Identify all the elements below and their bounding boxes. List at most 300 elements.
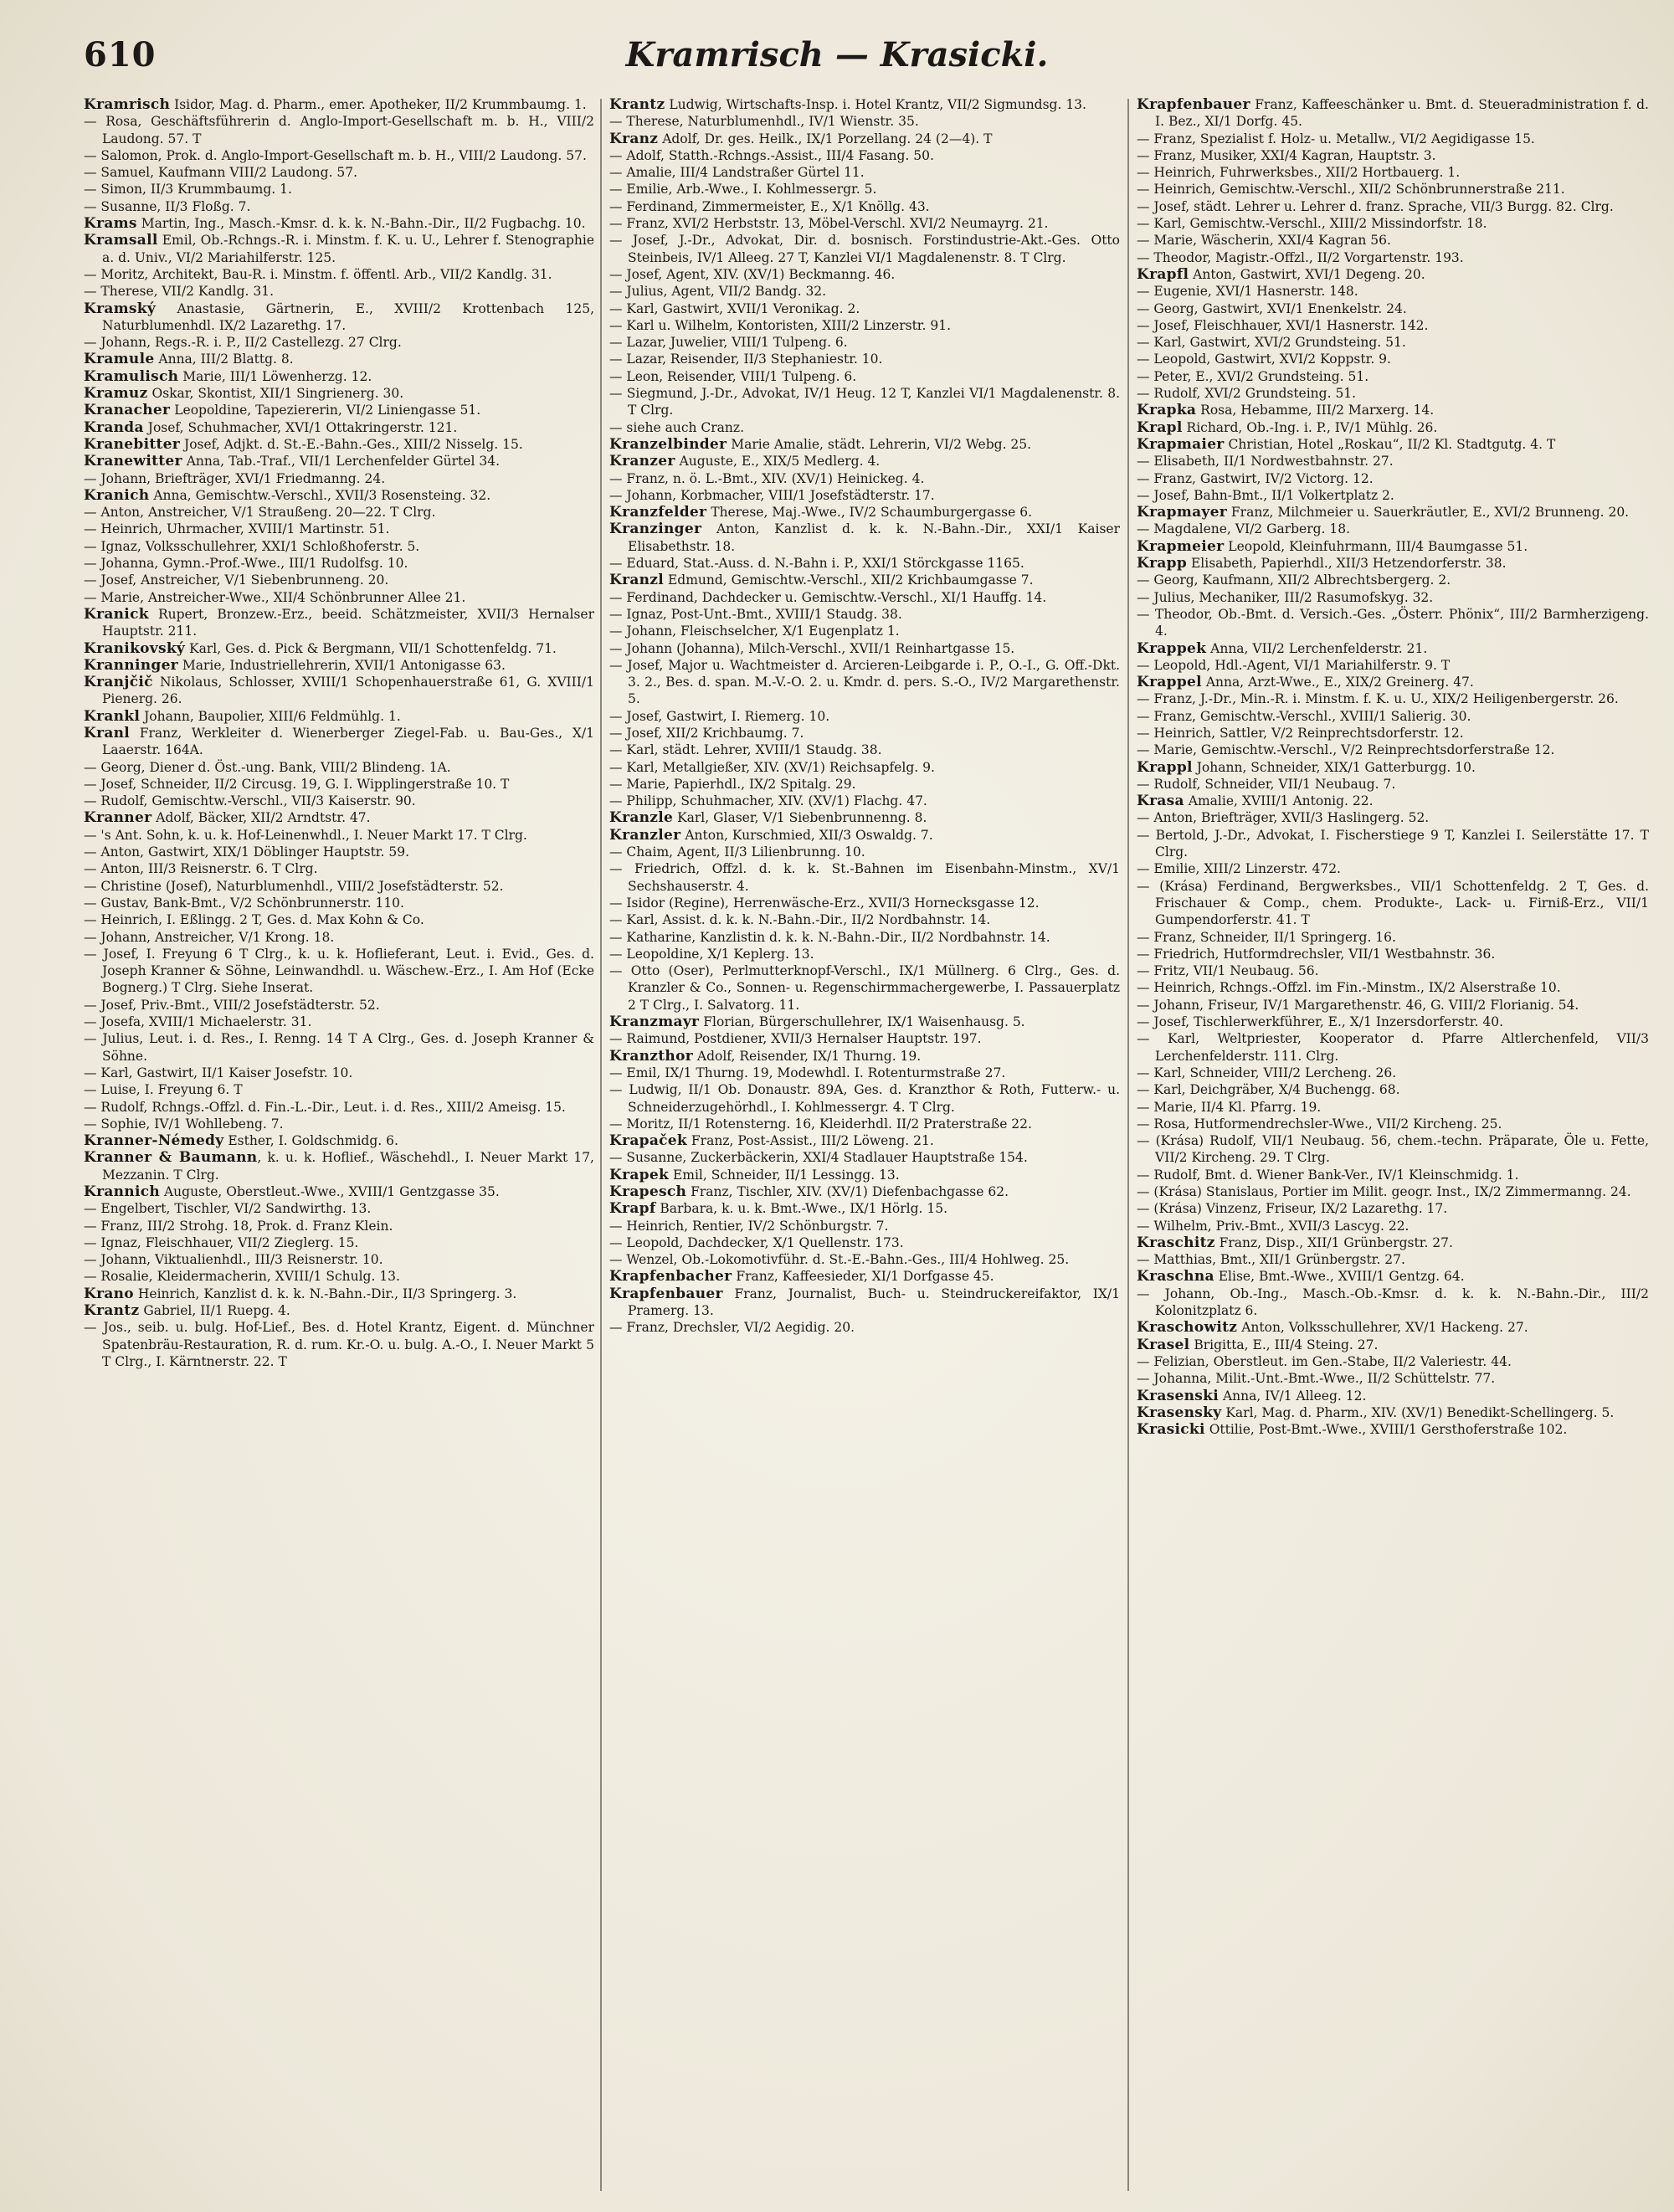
directory-entry [84, 946, 594, 997]
entry-details: — Josef, I. Freyung 6 T Clrg., k. u. k. Hoflieferant, Leut. i. Evid., Ges. d. Joseph Kranner & Söhne, Leinwandhdl. u. Wäschew.-Erz., I. Am Hof (Ecke Bognerg.) T Clrg. Siehe Inserat. [84, 946, 594, 996]
entry-details: — Eduard, Stat.-Auss. d. N.-Bahn i. P., XXI/1 Störckgasse 1165. [609, 556, 1024, 572]
entry-details: Adolf, Dr. ges. Heilk., IX/1 Porzellang. 24 (2—4). T [658, 131, 993, 146]
entry-surname: Kranninger [84, 656, 178, 674]
directory-entry [1137, 232, 1649, 249]
entry-details: — 's Ant. Sohn, k. u. k. Hof-Leinenwhdl., I. Neuer Markt 17. T Clrg. [84, 827, 527, 843]
entry-details: Johann, Baupolier, XIII/6 Feldmühlg. 1. [140, 708, 401, 724]
directory-entry [84, 1183, 594, 1200]
entry-surname: Krano [84, 1285, 134, 1302]
directory-entry [84, 1319, 594, 1370]
entry-details: Marie, Industriellehrerin, XVII/1 Antonigasse 63. [177, 657, 506, 673]
directory-entry [609, 232, 1120, 266]
entry-surname: Kranzinger [609, 521, 702, 538]
directory-entry [609, 300, 1120, 317]
entry-details: — Johann, Briefträger, XVI/1 Friedmanng. 24. [84, 470, 386, 486]
entry-surname: Kranjčič [84, 674, 153, 691]
entry-details: — Anton, Briefträger, XVII/3 Haslingerg. 52. [1137, 810, 1430, 826]
directory-entry [84, 521, 594, 537]
entry-details: — Heinrich, Gemischtw.-Verschl., XII/2 Schönbrunnerstraße 211. [1137, 182, 1565, 198]
entry-surname: Kranl [84, 724, 131, 742]
directory-entry [84, 725, 594, 759]
directory-entry [1137, 215, 1649, 232]
entry-details: — Jos., seib. u. bulg. Hof-Lief., Bes. d. Hotel Krantz, Eigent. d. Münchner Spatenbräu-Restauration, R. d. rum. Kr.-O. u. bulg. A.-O., I. Neuer Markt 5 T Clrg., I. Kärntnerstr. 22. T [84, 1320, 594, 1369]
directory-entry [84, 504, 594, 521]
entry-details: — Leopold, Hdl.-Agent, VI/1 Mariahilferstr. 9. T [1137, 657, 1451, 673]
entry-details: — Franz, Drechsler, VI/2 Aegidig. 20. [609, 1320, 855, 1336]
directory-entry [609, 181, 1120, 198]
entry-details: Adolf, Reisender, IX/1 Thurng. 19. [692, 1048, 922, 1064]
entry-details: Richard, Ob.-Ing. i. P., IV/1 Mühlg. 26. [1182, 419, 1438, 435]
directory-entry [609, 962, 1120, 1014]
directory-entry [1137, 1421, 1649, 1438]
entry-details: — Adolf, Statth.-Rchngs.-Assist., III/4 Fasang. 50. [609, 147, 934, 163]
entry-details: — Samuel, Kaufmann VIII/2 Laudong. 57. [84, 165, 358, 181]
entry-surname: Kramule [84, 351, 155, 368]
entry-surname: Kranzfelder [609, 504, 707, 521]
directory-entry [1137, 1014, 1649, 1030]
entry-details: — (Krása) Rudolf, VII/1 Neubaug. 56, chem.-techn. Präparate, Öle u. Fette, VII/2 Kircheng. 29. T Clrg. [1137, 1133, 1649, 1166]
entry-details: Karl, Ges. d. Pick & Bergmann, VII/1 Schottenfeldg. 71. [185, 640, 557, 656]
directory-entry [84, 419, 594, 436]
directory-entry [84, 1081, 594, 1098]
entry-surname: Krapmaier [1137, 435, 1225, 453]
entry-details: Anton, Kanzlist d. k. k. N.-Bahn.-Dir., XXI/1 Kaiser Elisabethstr. 18. [628, 521, 1120, 554]
entry-details: Franz, Tischler, XIV. (XV/1) Diefenbachgasse 62. [686, 1184, 1009, 1199]
entry-details: — Wenzel, Ob.-Lokomotivführ. d. St.-E.-Bahn.-Ges., III/4 Hohlweg. 25. [609, 1252, 1070, 1268]
entry-details: — Emilie, Arb.-Wwe., I. Kohlmessergr. 5. [609, 182, 877, 198]
entry-details: — Franz, n. ö. L.-Bmt., XIV. (XV/1) Heinickeg. 4. [609, 470, 925, 486]
directory-entry [1137, 1268, 1649, 1285]
entry-details: — Franz, III/2 Strohg. 18, Prok. d. Franz Klein. [84, 1218, 393, 1234]
entry-details: — Leopoldine, X/1 Keplerg. 13. [609, 946, 814, 962]
entry-details: — Josef, Tischlerwerkführer, E., X/1 Inzersdorferstr. 40. [1137, 1014, 1504, 1030]
directory-entry [84, 606, 594, 640]
directory-entry [84, 147, 594, 164]
entry-surname: Krasensky [1137, 1404, 1222, 1421]
entry-surname: Krasa [1137, 793, 1184, 810]
entry-surname: Krasel [1137, 1336, 1190, 1353]
entry-details: Anna, Gemischtw.-Verschl., XVII/3 Rosensteing. 32. [149, 487, 491, 503]
directory-entry [1137, 249, 1649, 266]
directory-entry [84, 402, 594, 418]
directory-entry [84, 911, 594, 928]
directory-entry [609, 776, 1120, 793]
entry-details: — Josef, Anstreicher, V/1 Siebenbrunneng. 20. [84, 572, 389, 588]
directory-entry [1137, 1081, 1649, 1098]
entry-details: Martin, Ing., Masch.-Kmsr. d. k. k. N.-Bahn.-Dir., II/2 Fugbachg. 10. [136, 216, 586, 232]
directory-entry [1137, 164, 1649, 181]
entry-details: — Franz, Gastwirt, IV/2 Victorg. 12. [1137, 470, 1374, 486]
directory-entry [84, 1149, 594, 1183]
entry-surname: Kranda [84, 418, 144, 436]
directory-entry [1137, 589, 1649, 606]
directory-entry [609, 1048, 1120, 1065]
directory-entry [609, 147, 1120, 164]
directory-entry [609, 131, 1120, 147]
directory-entry [609, 589, 1120, 606]
entry-details: — Josef, Bahn-Bmt., II/1 Volkertplatz 2. [1137, 487, 1394, 503]
entry-details: — Katharine, Kanzlistin d. k. k. N.-Bahn.-Dir., II/2 Nordbahnstr. 14. [609, 929, 1050, 945]
directory-entry [84, 555, 594, 572]
directory-entry [84, 96, 594, 113]
entry-details: — Ludwig, II/1 Ob. Donaustr. 89A, Ges. d. Kranzthor & Roth, Futterw.- u. Schneiderzugehörhdl., I. Kohlmessergr. 4. T Clrg. [609, 1082, 1120, 1115]
entry-details: — Emilie, XIII/2 Linzerstr. 472. [1137, 861, 1341, 877]
directory-entry [609, 827, 1120, 844]
running-head: Kramrisch — Krasicki. [625, 35, 1049, 74]
directory-entry [84, 640, 594, 657]
entry-details: — Georg, Gastwirt, XVI/1 Enenkelstr. 24. [1137, 300, 1407, 316]
entry-details: — Josef, Agent, XIV. (XV/1) Beckmanng. 46. [609, 266, 896, 282]
directory-entry [609, 844, 1120, 860]
entry-surname: Krapka [1137, 402, 1197, 419]
entry-surname: Kranner [84, 809, 152, 827]
entry-details: Heinrich, Kanzlist d. k. k. N.-Bahn.-Dir., II/3 Springerg. 3. [133, 1286, 517, 1301]
directory-entry [1137, 860, 1649, 877]
directory-entry [84, 1030, 594, 1065]
entry-details: Brigitta, E., III/4 Steing. 27. [1189, 1337, 1379, 1352]
entry-details: — Friedrich, Offzl. d. k. k. St.-Bahnen im Eisenbahn-Minstm., XV/1 Sechshauserstr. 4. [609, 861, 1120, 894]
entry-surname: Kramrisch [84, 96, 171, 113]
directory-entry [1137, 1099, 1649, 1116]
directory-entry [1137, 300, 1649, 317]
directory-entry [84, 1200, 594, 1217]
directory-entry [84, 436, 594, 453]
entry-details: Josef, Adjkt. d. St.-E.-Bahn.-Ges., XIII/2 Nisselg. 15. [180, 436, 523, 452]
directory-entry [1137, 1065, 1649, 1081]
entry-details: Franz, Milchmeier u. Sauerkräutler, E., XVI/2 Brunneng. 20. [1227, 505, 1630, 521]
entry-details: — (Krása) Vinzenz, Friseur, IX/2 Lazarethg. 17. [1137, 1201, 1448, 1217]
entry-details: — Franz, Gemischtw.-Verschl., XVIII/1 Salierig. 30. [1137, 708, 1471, 724]
entry-surname: Kranzer [609, 453, 675, 470]
directory-entry [609, 572, 1120, 588]
directory-entry [609, 164, 1120, 181]
entry-details: — Georg, Diener d. Öst.-ung. Bank, VIII/2 Blindeng. 1A. [84, 759, 451, 775]
directory-entry [84, 657, 594, 674]
directory-entry [609, 555, 1120, 572]
directory-entry [609, 385, 1120, 419]
directory-entry [84, 895, 594, 911]
directory-entry [1137, 538, 1649, 555]
entry-details: — Ferdinand, Dachdecker u. Gemischtw.-Verschl., XI/1 Hauffg. 14. [609, 589, 1047, 605]
entry-details: — Siegmund, J.-Dr., Advokat, IV/1 Heug. 12 T, Kanzlei VI/1 Magdalenenstr. 8. T Clrg. [609, 386, 1120, 418]
directory-entry [84, 164, 594, 181]
entry-surname: Krapmeier [1137, 537, 1225, 555]
entry-details: Gabriel, II/1 Ruepg. 4. [139, 1303, 290, 1319]
entry-surname: Kranebitter [84, 435, 181, 453]
directory-entry [609, 708, 1120, 725]
directory-entry [609, 113, 1120, 130]
directory-entry [1137, 1251, 1649, 1268]
entry-details: — Theodor, Ob.-Bmt. d. Versich.-Ges. „Österr. Phönix“, III/2 Barmherzigeng. 4. [1137, 606, 1649, 639]
directory-entry [84, 181, 594, 198]
entry-details: — Lazar, Reisender, II/3 Stephaniestr. 10. [609, 352, 883, 367]
directory-entry [609, 742, 1120, 758]
directory-entry [1137, 1337, 1649, 1353]
directory-entry [1137, 283, 1649, 300]
entry-surname: Kramsall [84, 232, 158, 249]
directory-entry [609, 1218, 1120, 1234]
directory-entry [1137, 436, 1649, 453]
entry-surname: Kraschitz [1137, 1234, 1215, 1251]
directory-entry [84, 215, 594, 232]
directory-entry [84, 1065, 594, 1081]
directory-entry [609, 1268, 1120, 1285]
directory-entry [609, 504, 1120, 521]
directory-entry [609, 725, 1120, 742]
entry-details: Karl, Glaser, V/1 Siebenbrunnenng. 8. [673, 810, 927, 826]
directory-entry [84, 809, 594, 826]
entry-details: — Chaim, Agent, II/3 Lilienbrunng. 10. [609, 844, 865, 860]
entry-surname: Kraschowitz [1137, 1319, 1238, 1337]
entry-details: Esther, I. Goldschmidg. 6. [223, 1133, 398, 1149]
directory-entry [84, 572, 594, 588]
entry-details: Auguste, Oberstleut.-Wwe., XVIII/1 Gentzgasse 35. [160, 1184, 500, 1199]
directory-entry [609, 487, 1120, 504]
entry-details: Ottilie, Post-Bmt.-Wwe., XVIII/1 Gersthoferstraße 102. [1204, 1422, 1568, 1438]
directory-entry [1137, 1319, 1649, 1336]
entry-details: Christian, Hotel „Roskau“, II/2 Kl. Stadtgutg. 4. T [1224, 436, 1556, 452]
directory-entry [84, 776, 594, 793]
entry-surname: Kranner & Baumann [84, 1149, 258, 1167]
entry-details: — Marie, Wäscherin, XXI/4 Kagran 56. [1137, 233, 1391, 249]
entry-details: — Johanna, Milit.-Unt.-Bmt.-Wwe., II/2 Schüttelstr. 77. [1137, 1371, 1496, 1387]
directory-entry [609, 1167, 1120, 1183]
directory-entry [84, 538, 594, 555]
entry-details: — Anton, Gastwirt, XIX/1 Döblinger Hauptstr. 59. [84, 844, 410, 860]
entry-details: — Lazar, Juwelier, VIII/1 Tulpeng. 6. [609, 335, 848, 351]
entry-details: Anna, IV/1 Alleeg. 12. [1219, 1388, 1367, 1404]
entry-details: — Ignaz, Fleischhauer, VII/2 Zieglerg. 15. [84, 1234, 359, 1250]
directory-entry [609, 1116, 1120, 1132]
column-1 [84, 96, 594, 2197]
entry-details: — Josef, Priv.-Bmt., VIII/2 Josefstädterstr. 52. [84, 997, 380, 1013]
entry-details: Rosa, Hebamme, III/2 Marxerg. 14. [1196, 403, 1435, 418]
directory-entry [84, 827, 594, 844]
entry-details: — Theodor, Magistr.-Offzl., II/2 Vorgartenstr. 193. [1137, 249, 1464, 265]
entry-details: Marie Amalie, städt. Lehrerin, VI/2 Webg. 25. [727, 436, 1032, 452]
directory-entry [84, 487, 594, 504]
entry-details: — Heinrich, Rentier, IV/2 Schönburgstr. 7. [609, 1218, 889, 1234]
directory-entry [84, 793, 594, 809]
directory-entry [1137, 946, 1649, 962]
entry-details: — Ignaz, Post-Unt.-Bmt., XVIII/1 Staudg. 38. [609, 606, 902, 622]
entry-details: Johann, Schneider, XIX/1 Gatterburgg. 10. [1192, 759, 1476, 775]
entry-details: — Franz, Musiker, XXI/4 Kagran, Hauptstr. 3. [1137, 147, 1436, 163]
column-3 [1137, 96, 1649, 2197]
entry-surname: Krapesch [609, 1183, 687, 1200]
entry-details: — Rudolf, Rchngs.-Offzl. d. Fin.-L.-Dir., Leut. i. d. Res., XIII/2 Ameisg. 15. [84, 1099, 566, 1115]
directory-entry [1137, 334, 1649, 351]
entry-surname: Kramuz [84, 385, 148, 403]
entry-details: — Heinrich, Sattler, V/2 Reinprechtsdorferstr. 12. [1137, 725, 1464, 741]
directory-entry [609, 1065, 1120, 1081]
directory-entry [1137, 690, 1649, 707]
entry-surname: Krantz [609, 96, 665, 113]
entry-surname: Krankl [84, 707, 141, 725]
directory-entry [1137, 1030, 1649, 1065]
entry-details: Barbara, k. u. k. Bmt.-Wwe., IX/1 Hörlg. 15. [655, 1201, 948, 1217]
directory-entry [84, 198, 594, 215]
entry-details: — Rudolf, XVI/2 Grundsteing. 51. [1137, 386, 1357, 402]
entry-details: — Karl, städt. Lehrer, XVIII/1 Staudg. 38. [609, 742, 882, 758]
directory-entry [1137, 776, 1649, 793]
entry-surname: Krapfenbacher [609, 1268, 732, 1286]
entry-details: Oskar, Skontist, XII/1 Singrienerg. 30. [147, 386, 404, 402]
directory-entry [84, 266, 594, 283]
directory-entry [609, 657, 1120, 708]
directory-entry [1137, 487, 1649, 504]
directory-entry [84, 844, 594, 860]
entry-surname: Kranewitter [84, 453, 182, 470]
entry-surname: Kranzler [609, 826, 681, 844]
entry-details: — Marie, Gemischtw.-Verschl., V/2 Reinprechtsdorferstraße 12. [1137, 742, 1555, 758]
entry-details: — Rosa, Hutformendrechsler-Wwe., VII/2 Kircheng. 25. [1137, 1116, 1502, 1132]
entry-surname: Krappel [1137, 674, 1202, 691]
entry-details: — Bertold, J.-Dr., Advokat, I. Fischerstiege 9 T, Kanzlei I. Seilerstätte 17. T Clrg. [1137, 827, 1649, 860]
entry-surname: Krappl [1137, 758, 1193, 776]
directory-entry [609, 929, 1120, 946]
directory-entry [609, 283, 1120, 300]
entry-surname: Kranz [609, 130, 659, 147]
directory-entry [1137, 962, 1649, 979]
entry-details: — Rosalie, Kleidermacherin, XVIII/1 Schulg. 13. [84, 1269, 400, 1285]
directory-entry [84, 708, 594, 725]
entry-details: — Karl, Deichgräber, X/4 Buchengg. 68. [1137, 1082, 1400, 1098]
entry-details: — Josefa, XVIII/1 Michaelerstr. 31. [84, 1014, 312, 1030]
entry-details: Emil, Schneider, II/1 Lessingg. 13. [669, 1167, 900, 1183]
entry-details: — Wilhelm, Priv.-Bmt., XVII/3 Lascyg. 22. [1137, 1218, 1410, 1234]
entry-details: Anna, III/2 Blattg. 8. [154, 352, 294, 367]
entry-details: — Josef, Gastwirt, I. Riemerg. 10. [609, 708, 830, 724]
entry-details: — Karl, Gastwirt, XVII/1 Veronikag. 2. [609, 300, 860, 316]
entry-details: — Marie, Papierhdl., IX/2 Spitalg. 29. [609, 776, 856, 792]
directory-entry [1137, 674, 1649, 690]
directory-entry [84, 1218, 594, 1234]
directory-entry [1137, 809, 1649, 826]
entry-details: Anton, Kurschmied, XII/3 Oswaldg. 7. [680, 827, 933, 843]
entry-details: — Friedrich, Hutformdrechsler, VII/1 Westbahnstr. 36. [1137, 946, 1496, 962]
directory-entry [1137, 725, 1649, 742]
entry-details: — Johanna, Gymn.-Prof.-Wwe., III/1 Rudolfsg. 10. [84, 556, 408, 572]
entry-details: — Leopold, Dachdecker, X/1 Quellenstr. 173. [609, 1234, 904, 1250]
entry-details: — Leon, Reisender, VIII/1 Tulpeng. 6. [609, 368, 857, 384]
directory-entry [1137, 997, 1649, 1014]
directory-entry [1137, 929, 1649, 946]
entry-surname: Krapfl [1137, 265, 1189, 283]
directory-entry [84, 1234, 594, 1251]
entry-surname: Krapf [609, 1200, 656, 1218]
entry-details: — Susanne, Zuckerbäckerin, XXI/4 Stadlauer Hauptstraße 154. [609, 1150, 1028, 1166]
entry-details: — Raimund, Postdiener, XVII/3 Hernalser Hauptstr. 197. [609, 1031, 982, 1047]
directory-entry [84, 453, 594, 470]
entry-surname: Kranzmayr [609, 1014, 700, 1031]
directory-entry [609, 1014, 1120, 1030]
directory-entry [609, 1319, 1120, 1336]
entry-details: — Leopold, Gastwirt, XVI/2 Koppstr. 9. [1137, 352, 1391, 367]
entry-details: — Engelbert, Tischler, VI/2 Sandwirthg. 13. [84, 1201, 372, 1217]
directory-entry [84, 1099, 594, 1116]
entry-details: — Therese, VII/2 Kandlg. 31. [84, 284, 275, 300]
directory-entry [1137, 979, 1649, 996]
entry-surname: Krapfenbauer [609, 1285, 723, 1302]
entry-details: — Johann, Fleischselcher, X/1 Eugenplatz 1. [609, 624, 900, 639]
entry-surname: Kraschna [1137, 1268, 1214, 1286]
entry-surname: Krasicki [1137, 1421, 1205, 1439]
entry-details: — Felizian, Oberstleut. im Gen.-Stabe, II/2 Valeriestr. 44. [1137, 1353, 1512, 1369]
entry-details: Anton, Volksschullehrer, XV/1 Hackeng. 27. [1237, 1320, 1528, 1336]
directory-entry [1137, 385, 1649, 402]
entry-details: — Salomon, Prok. d. Anglo-Import-Gesellschaft m. b. H., VIII/2 Laudong. 57. [84, 147, 587, 163]
entry-details: — Therese, Naturblumenhdl., IV/1 Wienstr. 35. [609, 114, 919, 130]
directory-entry [609, 606, 1120, 623]
entry-details: — Franz, XVI/2 Herbststr. 13, Möbel-Verschl. XVI/2 Neumayrg. 21. [609, 216, 1049, 232]
directory-entry [609, 453, 1120, 470]
directory-entry [84, 759, 594, 776]
entry-details: — Rudolf, Gemischtw.-Verschl., VII/3 Kaiserstr. 90. [84, 793, 416, 809]
directory-entry [1137, 147, 1649, 164]
entry-details: — Johann, Korbmacher, VIII/1 Josefstädterstr. 17. [609, 487, 935, 503]
entry-surname: Kramulisch [84, 367, 179, 385]
directory-entry [84, 334, 594, 351]
entry-details: Leopoldine, Tapeziererin, VI/2 Liniengasse 51. [170, 403, 481, 418]
directory-entry [1137, 827, 1649, 861]
entry-surname: Kranikovský [84, 639, 186, 657]
directory-entry [84, 929, 594, 946]
entry-details: — Simon, II/3 Krummbaumg. 1. [84, 182, 292, 198]
directory-entry [84, 1302, 594, 1319]
entry-details: Josef, Schuhmacher, XVI/1 Ottakringerstr. 121. [143, 419, 458, 435]
entry-surname: Kramský [84, 300, 157, 317]
entry-details: — Anton, III/3 Reisnerstr. 6. T Clrg. [84, 861, 318, 877]
directory-entry [609, 436, 1120, 453]
directory-entry [609, 860, 1120, 895]
entry-details: Franz, Kaffeesieder, XI/1 Dorfgasse 45. [732, 1269, 994, 1285]
entry-surname: Kranich [84, 486, 150, 504]
entry-details: — Ignaz, Volksschullehrer, XXI/1 Schloßhoferstr. 5. [84, 538, 420, 554]
entry-surname: Krapfenbauer [1137, 96, 1250, 113]
entry-details: Elise, Bmt.-Wwe., XVIII/1 Gentzg. 64. [1214, 1269, 1465, 1285]
entry-details: — Johann, Friseur, IV/1 Margarethenstr. 46, G. VIII/2 Florianig. 54. [1137, 997, 1579, 1013]
directory-entry [609, 895, 1120, 911]
entry-details: — Johann, Anstreicher, V/1 Krong. 18. [84, 929, 335, 945]
directory-entry [609, 946, 1120, 962]
entry-details: Franz, Kaffeeschänker u. Bmt. d. Steueradministration f. d. I. Bez., XI/1 Dorfg. 45. [1155, 97, 1649, 130]
column-divider [1127, 99, 1129, 2191]
directory-entry [609, 1030, 1120, 1047]
entry-surname: Kranzle [609, 809, 674, 827]
entry-details: — Karl, Gastwirt, II/1 Kaiser Josefstr. 10. [84, 1065, 353, 1080]
directory-entry [609, 809, 1120, 826]
directory-entry [1137, 657, 1649, 674]
entry-details: — Rudolf, Schneider, VII/1 Neubaug. 7. [1137, 776, 1396, 792]
directory-entry [84, 1132, 594, 1149]
entry-details: — Elisabeth, II/1 Nordwestbahnstr. 27. [1137, 454, 1394, 470]
directory-entry [609, 334, 1120, 351]
entry-details: — Fritz, VII/1 Neubaug. 56. [1137, 963, 1319, 979]
directory-entry [1137, 198, 1649, 215]
directory-entry [609, 1081, 1120, 1116]
entry-surname: Kranacher [84, 402, 171, 419]
directory-entry [84, 674, 594, 708]
entry-surname: Krasenski [1137, 1387, 1220, 1404]
entry-details: Anna, Tab.-Traf., VII/1 Lerchenfelder Gürtel 34. [182, 454, 500, 470]
entry-details: — (Krása) Ferdinand, Bergwerksbes., VII/1 Schottenfeldg. 2 T, Ges. d. Frischauer & Comp., chem. Produkte-, Lack- u. Firniß-Erz., VII/1 Gumpendorferstr. 41. T [1137, 878, 1649, 928]
entry-details: Florian, Bürgerschullehrer, IX/1 Waisenhausg. 5. [699, 1014, 1025, 1030]
directory-entry [1137, 878, 1649, 929]
entry-details: — Karl u. Wilhelm, Kontoristen, XIII/2 Linzerstr. 91. [609, 317, 952, 333]
entry-details: — Emil, IX/1 Thurng. 19, Modewhdl. I. Rotenturmstraße 27. [609, 1065, 1006, 1080]
entry-details: Anna, Arzt-Wwe., E., XIX/2 Greinerg. 47. [1201, 675, 1474, 690]
